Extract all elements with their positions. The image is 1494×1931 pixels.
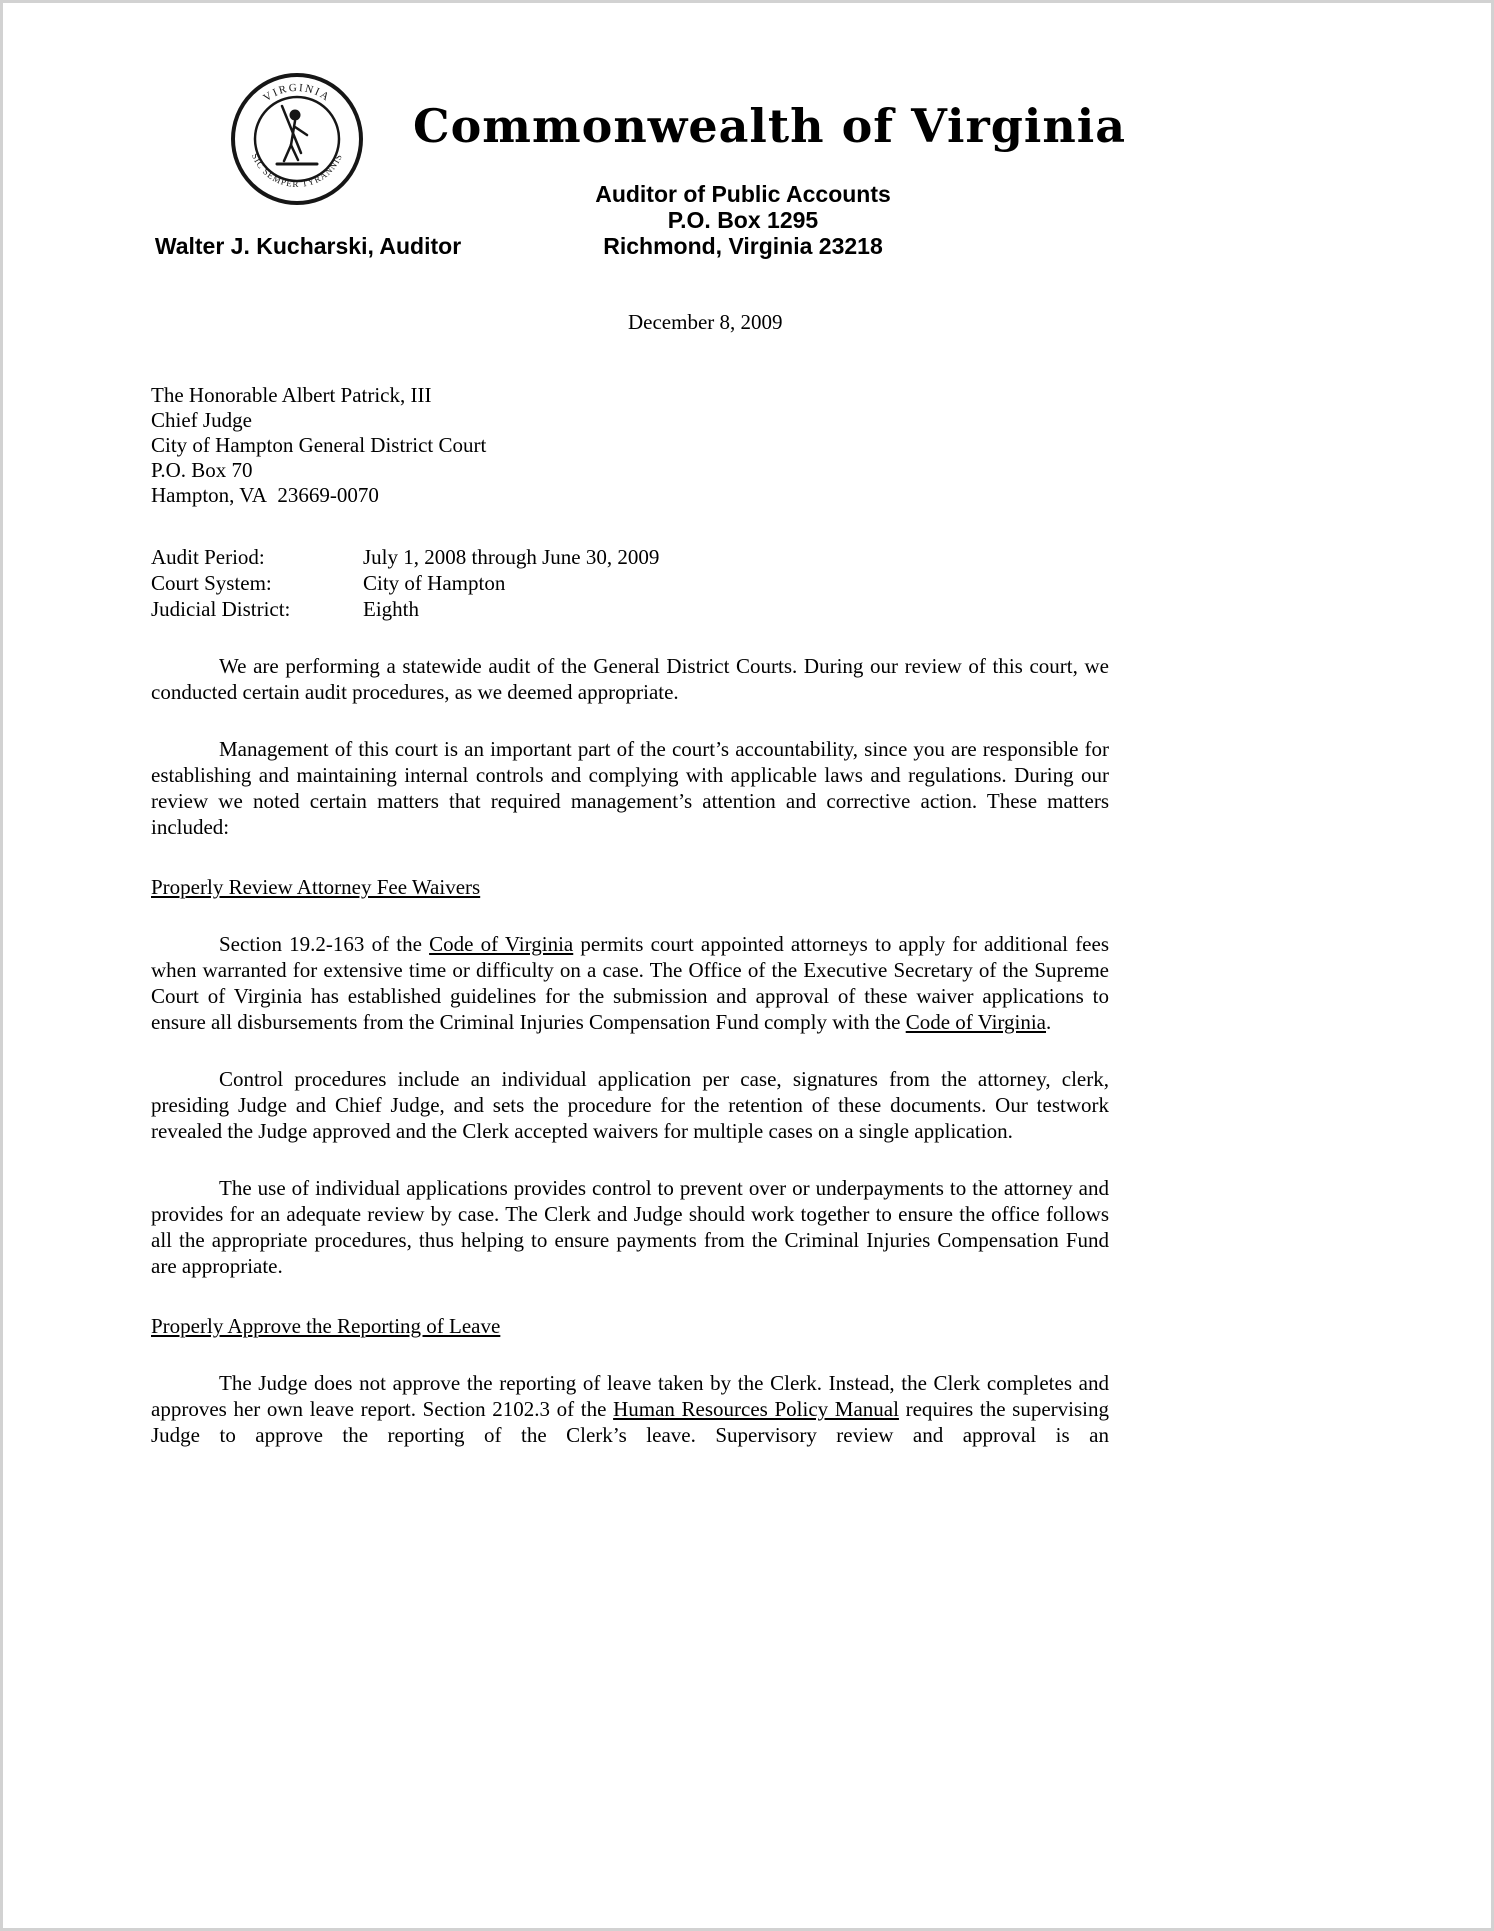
audit-period-row (151, 544, 1109, 570)
court-system-label: Court System: (151, 571, 272, 595)
letterhead-office-block (413, 181, 1073, 259)
auditor-name: Walter J. Kucharski, Auditor (154, 233, 462, 259)
letterhead (3, 3, 1491, 283)
recipient-address-block (151, 383, 1109, 508)
office-name: Auditor of Public Accounts (595, 181, 891, 207)
audit-info-block (151, 544, 1109, 622)
heading-attorney-fee-waivers: Properly Review Attorney Fee Waivers (151, 875, 481, 899)
para-management-responsibility: Management of this court is an important part of the court’s accountability, since you are responsible for establishing and maintaining internal controls and complying with applicable laws and regulations. During our review we noted certain matters that required management’s attention and corrective action. These matters included: (151, 737, 1109, 839)
para-control-procedures: Control procedures include an individual application per case, signatures from the attorney, clerk, presiding Judge and Chief Judge, and sets the procedure for the retention of these documents. Our testwork revealed the Judge approved and the Clerk accepted waivers for multiple cases on a single application. (151, 1067, 1109, 1143)
virginia-state-seal (229, 71, 365, 207)
court-system-value: City of Hampton (363, 571, 506, 595)
office-po-box: P.O. Box 1295 (667, 207, 819, 233)
judicial-district-row (151, 596, 1109, 622)
judicial-district-label: Judicial District: (151, 597, 291, 621)
heading-reporting-of-leave: Properly Approve the Reporting of Leave (151, 1314, 501, 1338)
court-system-row (151, 570, 1109, 596)
audit-period-value: July 1, 2008 through June 30, 2009 (363, 545, 660, 569)
para-individual-applications: The use of individual applications provides control to prevent over or underpayments to the attorney and provides for an adequate review by case. The Clerk and Judge should work together to ensure the office follows all the appropriate procedures, thus helping to ensure payments from the Criminal Injuries Compensation Fund are appropriate. (151, 1176, 1109, 1278)
recipient-title: Chief Judge (151, 408, 252, 432)
recipient-po-box: P.O. Box 70 (151, 458, 253, 482)
recipient-court: City of Hampton General District Court (151, 433, 487, 457)
letter-date: December 8, 2009 (628, 310, 783, 334)
seal-bottom-text: SIC SEMPER TYRANNIS (249, 151, 345, 190)
recipient-city-state-zip: Hampton, VA 23669-0070 (151, 483, 379, 507)
recipient-name: The Honorable Albert Patrick, III (151, 383, 432, 407)
office-city-line: Richmond, Virginia 23218 (603, 233, 883, 259)
letterhead-title: Commonwealth of Virginia (413, 99, 1127, 153)
seal-top-text: VIRGINIA (261, 81, 333, 105)
seal-virtue-figure (277, 106, 317, 164)
para-statewide-audit: We are performing a statewide audit of the General District Courts. During our review of this court, we conducted certain audit procedures, as we deemed appropriate. (151, 654, 1109, 704)
para-code-of-virginia-waivers: Section 19.2-163 of the Code of Virginia permits court appointed attorneys to apply for additional fees when warranted for extensive time or difficulty on a case. The Office of the Executive Secretary of the Supreme Court of Virginia has established guidelines for the submission and approval of these waiver applications to ensure all disbursements from the Criminal Injuries Compensation Fund comply with the Code of Virginia. (151, 932, 1109, 1034)
judicial-district-value: Eighth (363, 597, 419, 621)
para-leave-approval: The Judge does not approve the reporting of leave taken by the Clerk. Instead, the Clerk completes and approves her own leave report. Section 2102.3 of the Human Resources Policy Manual requires the supervising Judge to approve the reporting of the Clerk’s leave. Supervisory review and approval is an (151, 1371, 1109, 1447)
audit-period-label: Audit Period: (151, 545, 265, 569)
letter-content (151, 309, 1109, 1448)
